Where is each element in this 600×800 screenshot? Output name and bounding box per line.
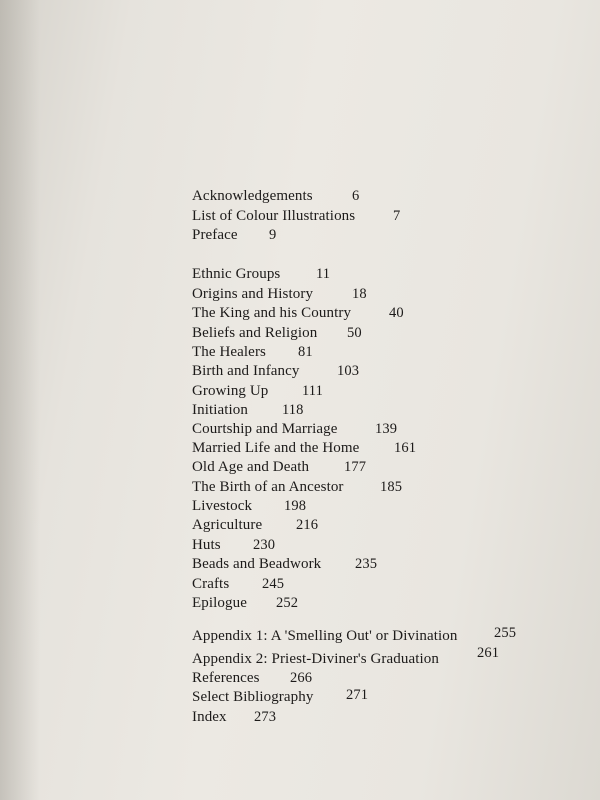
- toc-entry-title: Acknowledgements: [192, 188, 313, 204]
- toc-entry-title: Select Bibliography: [192, 689, 314, 705]
- toc-entry-appendix-1: [192, 625, 517, 645]
- toc-entry-chapter: [192, 555, 378, 573]
- toc-entry-page: 261: [477, 645, 500, 661]
- toc-entry-title: Preface: [192, 227, 238, 243]
- toc-entry-page: 235: [355, 556, 378, 572]
- toc-entry-title: Epilogue: [192, 595, 247, 611]
- toc-entry-chapter: [192, 575, 285, 593]
- toc-entry-chapter: [192, 304, 404, 322]
- toc-entry-title: Huts: [192, 537, 221, 553]
- toc-entry-page: 271: [346, 687, 369, 703]
- toc-entry-page: 216: [296, 517, 319, 533]
- toc-entry-title: The Birth of an Ancestor: [192, 479, 344, 495]
- toc-entry-references: [192, 669, 313, 687]
- toc-entry-chapter: [192, 382, 323, 400]
- toc-entry-page: 245: [262, 576, 285, 592]
- toc-entry-title: Birth and Infancy: [192, 363, 300, 379]
- toc-entry-chapter: [192, 458, 367, 476]
- toc-entry-preface: [192, 226, 277, 244]
- toc-entry-page: 161: [394, 440, 417, 456]
- toc-entry-title: Old Age and Death: [192, 459, 310, 475]
- toc-entry-chapter: [192, 420, 398, 438]
- toc-entry-page: 6: [352, 188, 360, 204]
- toc-entry-title: List of Colour Illustrations: [192, 208, 356, 224]
- toc-entry-page: 11: [316, 266, 331, 282]
- toc-entry-page: 118: [282, 402, 304, 418]
- toc-entry-title: Growing Up: [192, 383, 269, 399]
- toc-entry-chapter: [192, 478, 403, 496]
- toc-entry-title: The King and his Country: [192, 305, 352, 321]
- toc-entry-title: The Healers: [192, 344, 266, 360]
- toc-entry-title: Appendix 2: Priest-Diviner's Graduation: [192, 651, 439, 667]
- toc-entry-title: Origins and History: [192, 286, 314, 302]
- toc-entry-chapter: [192, 439, 417, 457]
- toc-entry-title: Married Life and the Home: [192, 440, 360, 456]
- toc-entry-page: 50: [347, 325, 362, 341]
- toc-entry-page: 230: [253, 537, 276, 553]
- toc-entry-page: 7: [393, 208, 401, 224]
- toc-entry-title: Crafts: [192, 576, 230, 592]
- toc-entry-index: [192, 708, 277, 726]
- toc-entry-chapter: [192, 265, 331, 283]
- toc-entry-page: 273: [254, 709, 277, 725]
- table-of-contents: [192, 0, 592, 800]
- toc-entry-title: Index: [192, 709, 227, 725]
- toc-entry-title: Ethnic Groups: [192, 266, 281, 282]
- toc-entry-page: 266: [290, 670, 313, 686]
- page-gutter-shadow: [0, 0, 40, 800]
- toc-entry-chapter: [192, 362, 360, 380]
- toc-entry-page: 177: [344, 459, 367, 475]
- toc-entry-chapter: [192, 594, 299, 612]
- toc-entry-page: 185: [380, 479, 403, 495]
- toc-entry-chapter: [192, 516, 319, 534]
- toc-entry-page: 103: [337, 363, 360, 379]
- toc-entry-page: 81: [298, 344, 313, 360]
- toc-entry-title: References: [192, 670, 260, 686]
- toc-entry-title: Initiation: [192, 402, 248, 418]
- toc-entry-chapter: [192, 497, 307, 515]
- toc-entry-page: 40: [389, 305, 404, 321]
- toc-entry-chapter: [192, 324, 362, 342]
- toc-entry-page: 139: [375, 421, 398, 437]
- toc-entry-page: 9: [269, 227, 277, 243]
- toc-entry-page: 252: [276, 595, 299, 611]
- toc-entry-title: Beads and Beadwork: [192, 556, 322, 572]
- toc-entry-chapter: [192, 401, 304, 419]
- toc-entry-page: 198: [284, 498, 307, 514]
- toc-entry-page: 111: [302, 383, 323, 399]
- toc-entry-page: 18: [352, 286, 367, 302]
- toc-entry-select-bibliography: [192, 687, 369, 706]
- toc-entry-appendix-2: [192, 645, 500, 668]
- toc-entry-title: Appendix 1: A 'Smelling Out' or Divination: [192, 628, 458, 644]
- toc-entry-acknowledgements: [192, 187, 360, 205]
- toc-entry-title: Livestock: [192, 498, 253, 514]
- toc-entry-title: Beliefs and Religion: [192, 325, 318, 341]
- toc-entry-page: 255: [494, 625, 517, 641]
- toc-entry-chapter: [192, 536, 276, 554]
- toc-entry-chapter: [192, 285, 367, 303]
- toc-entry-title: Agriculture: [192, 517, 263, 533]
- toc-entry-chapter: [192, 343, 313, 361]
- toc-entry-list-of-colour-illustrations: [192, 207, 401, 225]
- toc-entry-title: Courtship and Marriage: [192, 421, 338, 437]
